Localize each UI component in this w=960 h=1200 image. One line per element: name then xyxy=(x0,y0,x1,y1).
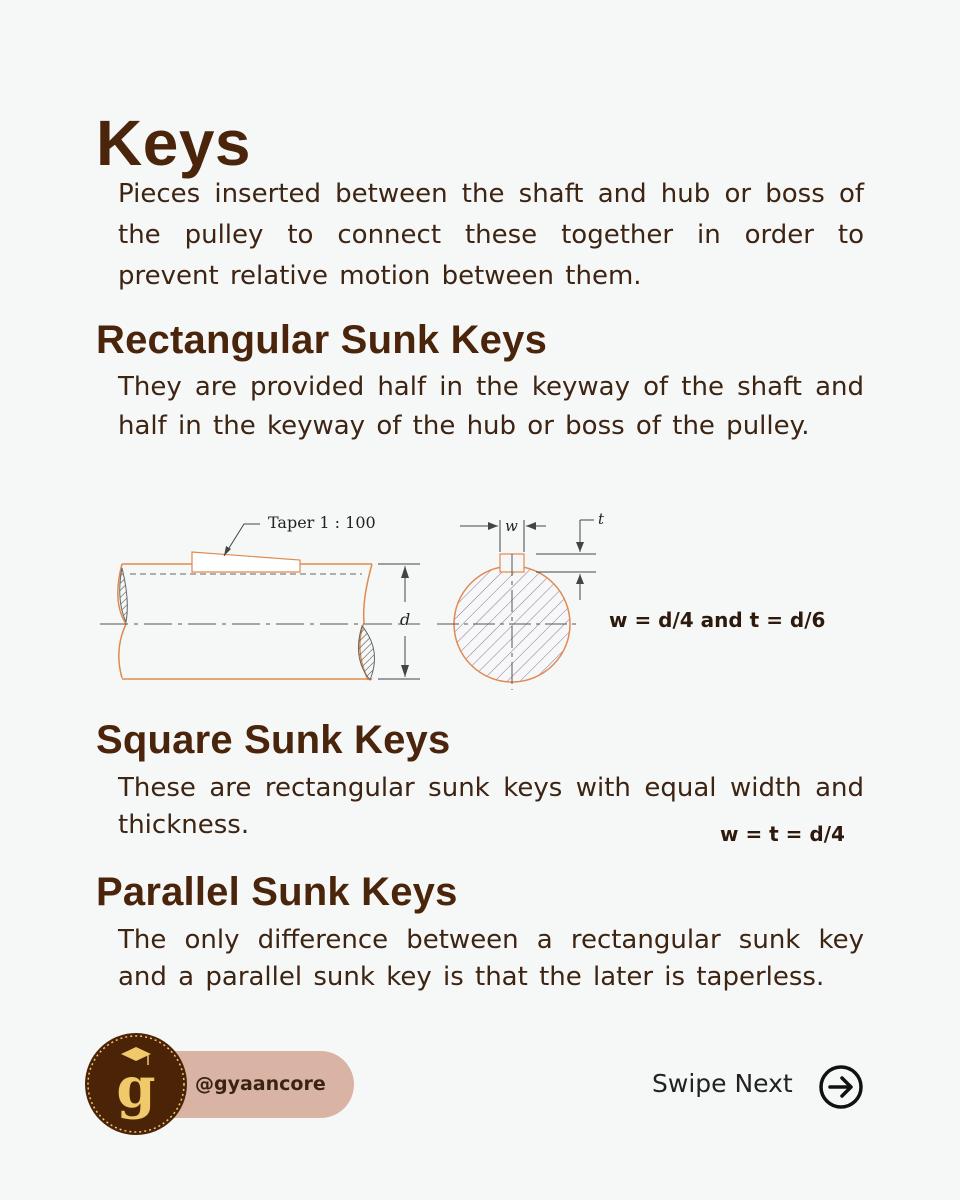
social-handle[interactable]: @gyaancore xyxy=(195,1073,326,1095)
square-key-formula: w = t = d/4 xyxy=(720,822,845,846)
gyaancore-logo xyxy=(85,1033,187,1135)
taper-label: Taper 1 : 100 xyxy=(268,513,376,532)
sunk-key-diagram xyxy=(100,490,780,690)
section-text-rectangular: They are provided half in the keyway of the shaft and half in the keyway of the hub or boss of the pulley. xyxy=(118,372,864,441)
section-text-parallel: The only difference between a rectangular sunk key and a parallel sunk key is that the later is taperless. xyxy=(118,925,864,992)
intro-paragraph: Pieces inserted between the shaft and hub or boss of the pulley to connect these together in order to prevent relative motion between them. xyxy=(118,179,864,291)
w-dimension-label: w xyxy=(505,517,518,535)
logo-letter: g xyxy=(116,1055,156,1121)
section-heading-parallel: Parallel Sunk Keys xyxy=(96,870,458,914)
arrow-right-circle-icon[interactable] xyxy=(818,1064,864,1110)
rectangular-key-formula: w = d/4 and t = d/6 xyxy=(609,608,826,632)
d-dimension-label: d xyxy=(400,610,411,629)
shaft-side-view xyxy=(100,513,420,680)
page-title: Keys xyxy=(96,107,251,179)
swipe-next-label[interactable]: Swipe Next xyxy=(652,1069,793,1098)
section-heading-rectangular: Rectangular Sunk Keys xyxy=(96,318,548,362)
t-dimension-label: t xyxy=(598,510,605,528)
section-text-square: These are rectangular sunk keys with equal width and thickness. xyxy=(118,773,864,840)
shaft-cross-section xyxy=(437,510,605,690)
section-heading-square: Square Sunk Keys xyxy=(96,718,451,762)
